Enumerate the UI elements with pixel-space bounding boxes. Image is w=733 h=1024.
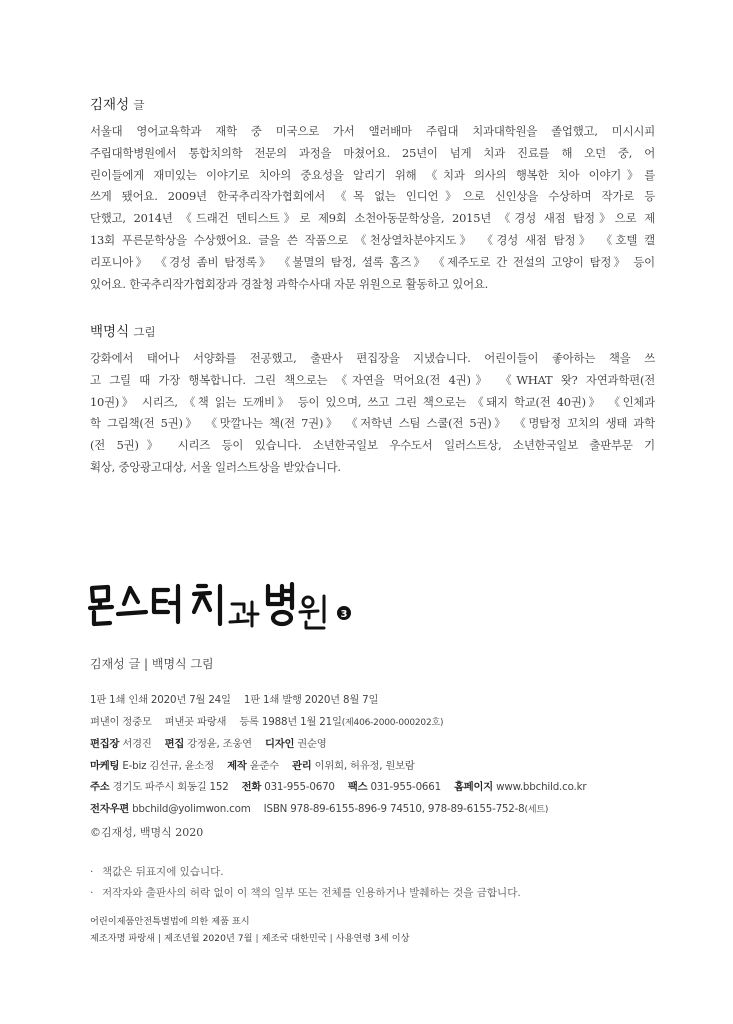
illustrator-bio-line: 획상, 중앙광고대상, 서울 일러스트상을 받았습니다. [90, 459, 341, 474]
note-item: · 책값은 뒤표지에 있습니다. [90, 862, 690, 883]
safety-manufacturer: 제조자명 파랑새 [90, 933, 156, 944]
publisher-person: 정중모 [122, 715, 152, 728]
logo-char [154, 586, 178, 622]
chief-editor: 서경진 [122, 738, 152, 750]
isbn-set: 978-89-6155-752-8 [427, 802, 525, 815]
author-bio-line: 린이들에게 재미있는 이야기로 치아의 중요성을 알리기 위해 《치과 의사의 행복한 치아 이야기》를 [90, 167, 655, 182]
print-dates-row [90, 690, 690, 712]
editors: 강정윤, 조웅연 [187, 738, 252, 750]
marketing: E-biz 김선규, 윤소정 [122, 759, 215, 772]
author-bio-line: 있어요. 한국추리작가협회장과 경찰청 과학수사대 자문 위원으로 활동하고 있어요. [90, 276, 489, 291]
phone: 031-955-0670 [264, 781, 335, 793]
fax-label: 팩스 [347, 781, 368, 793]
bullet: · [90, 887, 94, 899]
production: 윤준수 [249, 759, 279, 772]
author-bio [90, 121, 655, 295]
designer: 권순영 [297, 738, 327, 750]
isbn: 978-89-6155-896-9 74510, [290, 802, 425, 815]
editorial-row [90, 734, 690, 756]
email-label: 전자우편 [90, 802, 129, 815]
address-label: 주소 [90, 781, 110, 793]
first-issue-label: 1판 1쇄 발행 [243, 694, 302, 706]
logo-char [230, 602, 258, 626]
first-print-label: 1판 1쇄 인쇄 [90, 694, 148, 706]
staff-row [90, 756, 690, 778]
logo-char [300, 596, 324, 628]
author-name: 김재성 [90, 97, 130, 113]
logo-char [268, 584, 292, 624]
illustrator-bio [90, 348, 655, 479]
note-item: · 저작자와 출판사의 허락 없이 이 책의 일부 또는 전체를 인용하거나 발췌하는 것을 금합니다. [90, 883, 690, 904]
email: bbchild@yolimwon.com [132, 802, 251, 815]
illustrator-bio-line: 학 그림책(전 5권)》 《맛깔나는 책(전 7권)》 《저학년 스팀 스쿨(전 5권)》 《명탐정 꼬치의 생태 과학 [90, 416, 655, 431]
safety-age: 사용연령 3세 이상 [335, 933, 410, 944]
illustrator-heading [90, 323, 655, 341]
author-bio-line: 주립대학병원에서 통합치의학 전문의 과정을 마쳤어요. 25년이 넘게 치과 진료를 해 오던 중, 어 [90, 145, 655, 160]
safety-country: 제조국 대한민국 [261, 933, 327, 944]
illustrator-name: 백명식 [90, 324, 130, 340]
address: 경기도 파주시 회동길 152 [112, 781, 229, 793]
isbn-set-note: (세트) [524, 804, 549, 815]
email-isbn-row [90, 799, 690, 822]
illustrator-role: 그림 [133, 325, 156, 339]
publisher: 파랑새 [196, 715, 227, 728]
homepage-link: www.bbchild.co.kr [496, 781, 587, 793]
marketing-label: 마케팅 [90, 759, 120, 772]
chief-editor-label: 편집장 [90, 738, 120, 750]
author-heading [90, 96, 655, 114]
publisher-row [90, 712, 690, 735]
homepage-label: 홈페이지 [454, 781, 494, 793]
registration-label: 등록 [239, 715, 259, 728]
illustrator-bio-line: 고 그릴 때 가장 행복합니다. 그린 책으로는 《자연을 먹어요(전 4권)》 《WHAT 왓? 자연과학편(전 [90, 372, 655, 387]
bullet: · [90, 866, 94, 878]
author-bio-line: 리포니아》 《경성 좀비 탐정록》 《불멸의 탐정, 셜록 홈즈》 《제주도로 간 전설의 고양이 탐정》 등이 [90, 254, 655, 269]
illustrator-bio-line: (전 5권)》 시리즈 등이 있습니다. 소년한국일보 우수도서 일러스트상, 소년한국일보 출판부문 기 [90, 438, 655, 453]
safety-title: 어린이제품안전특별법에 의한 제품 표시 [90, 916, 250, 927]
publisher-person-label: 펴낸이 [90, 715, 120, 728]
management: 이위희, 허유정, 원보람 [314, 759, 415, 772]
registration-number: (제406-2000-000202호) [341, 717, 444, 728]
first-print-date: 2020년 7월 24일 [150, 694, 231, 706]
safety-details: 제조자명 파랑새 | 제조년월 2020년 7월 | 제조국 대한민국 | 사용연령 3세 이상 [90, 933, 410, 944]
logo-char [118, 588, 146, 614]
design-label: 디자인 [264, 738, 295, 750]
logo-char [90, 587, 112, 624]
contact-row [90, 777, 690, 799]
registration-date: 1988년 1월 21일 [261, 715, 342, 728]
fax: 031-955-0661 [370, 781, 441, 793]
author-bio-line: 서울대 영어교육학과 재학 중 미국으로 가서 앨러배마 주립대 치과대학원을 졸업했고, 미시시피 [90, 124, 655, 138]
title-logo [88, 582, 358, 630]
author-bio-line: 13회 푸른문학상을 수상했어요. 글을 쓴 작품으로 《천상열차분야지도》 《경성 새점 탐정》 《호텔 캘 [90, 232, 655, 247]
credits-line: 김재성 글 | 백명식 그림 [90, 657, 214, 671]
author-bio-line: 단했고, 2014년 《드래건 덴티스트》로 제9회 소천아동문학상을, 2015년 《경성 새점 탐정》으로 제 [90, 211, 655, 226]
product-safety-label [90, 913, 690, 947]
volume-number: 3 [340, 609, 348, 620]
management-label: 관리 [292, 759, 312, 772]
publisher-label: 펴낸곳 [164, 715, 194, 728]
publication-info [90, 690, 690, 821]
notes [90, 862, 690, 904]
phone-label: 전화 [241, 781, 262, 793]
isbn-label: ISBN [263, 802, 288, 815]
logo-char [194, 586, 220, 624]
illustrator-bio-line: 10권)》 시리즈, 《책 읽는 도깨비》 등이 있으며, 쓰고 그린 책으로는 《돼지 학교(전 40권)》 《인체과 [90, 394, 655, 409]
editors-label: 편집 [164, 738, 185, 750]
illustrator-bio-line: 강화에서 태어나 서양화를 전공했고, 출판사 편집장을 지냈습니다. 어린이들이 좋아하는 책을 쓰 [90, 351, 655, 365]
production-label: 제작 [227, 759, 247, 772]
first-issue-date: 2020년 8월 7일 [304, 694, 379, 706]
copyright: ©김재성, 백명식 2020 [90, 826, 204, 839]
safety-date: 제조년월 2020년 7월 [164, 933, 253, 944]
author-bio-line: 쓰게 됐어요. 2009년 한국추리작가협회에서 《목 없는 인디언》으로 신인상을 수상하며 작가로 등 [90, 189, 655, 204]
author-role: 글 [133, 98, 145, 112]
